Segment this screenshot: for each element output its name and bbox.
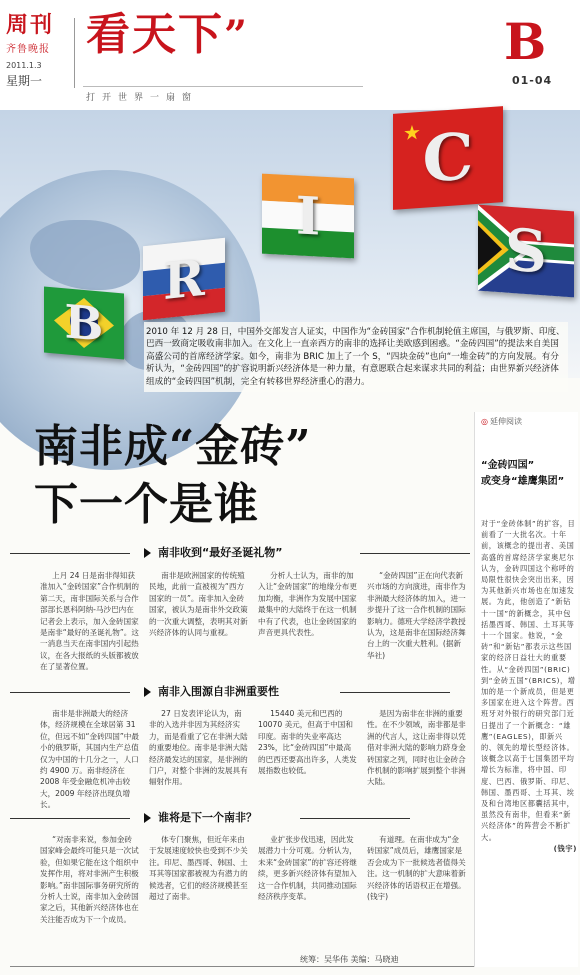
issue-date: 2011.1.3 xyxy=(6,61,42,70)
sidebar-extended-reading xyxy=(474,412,578,967)
column-text: 27 日发表评论认为，南非的入选并非因为其经济实力，而是看重了它在非洲大陆的重要地位。南非是非洲大陆经济最发达的国家，是非洲的门户，对整个非洲的发展具有辐射作用。 xyxy=(149,709,248,787)
page-number: 01-04 xyxy=(512,74,553,87)
triangle-icon xyxy=(144,813,151,823)
intro-paragraph: 2010 年 12 月 28 日，中国外交部发言人证实，中国作为“金砖国家”合作机制轮值主席国，与俄罗斯、印度、巴西一致商定吸收南非加入。在文化上一直亲西方的南非的选择让美欧感到困惑。“金砖四国”的提法来自美国高盛公司的首席经济学家。如今，南非为 BRIC 加上了一个 S，“四块金砖”也向“一堆金砖”的方向发展。有分析认为，“金砖四国”的扩容说明新兴经济体是一种力量，有意愿联合起来谋求共同的利益；由世界新兴经济体组成的“金砖四国”机制，完全有转移世界经济重心的潜力。 xyxy=(144,322,568,392)
subhead-text: 南非收到“最好圣诞礼物” xyxy=(158,546,283,559)
column-text: 有道理。在南非成为“金砖国家”成员后，雄鹰国家是否会成为下一批候选者值得关注。这一机制的扩大意味着新兴经济体的话语权正在增强。(钱宇) xyxy=(367,835,466,902)
sidebar-tag: ◎ 延伸阅读 xyxy=(481,416,522,427)
column-text: 上月 24 日是南非得知获准加入“金砖国家”合作机制的第二天，南非国际关系与合作部部长恩科阿纳-马沙巴内在记者会上表示，加入金砖国家是南非“最好的圣诞礼物”。这一消息当天在南非国内引起热议，在各大报纸的头版都被放在了显著位置。 xyxy=(40,571,139,672)
triangle-icon xyxy=(144,548,151,558)
column-text: 是因为南非在非洲的重要性。在不少领域，南非都是非洲的代言人，这让南非得以凭借对非洲大陆的影响力跻身金砖国家之列，同时也让金砖合作机制的影响扩展到整个非洲大陆。 xyxy=(367,709,466,787)
subhead-rule xyxy=(10,553,130,554)
section-3-columns xyxy=(40,834,466,950)
triangle-icon xyxy=(144,687,151,697)
section-title xyxy=(86,8,249,63)
column-text: “对南非来说，参加金砖国家峰会最终可能只是一次试验，但如果它能在这个组织中发挥作用，将对非洲产生积极影响。”南非国际事务研究所的分析人士说，南非加入金砖国家之后，其他新兴经济体也在关注能否成为下一个成员。 xyxy=(40,835,139,924)
section-1-columns xyxy=(40,570,466,672)
column-text: 体专门聚焦，但近年来由于发展速度较快也受到不少关注。印尼、墨西哥、韩国、土耳其等国家都被视为有潜力的候选者，它们的经济规模甚至超过了南非。 xyxy=(149,835,248,902)
section-letter: B xyxy=(504,12,547,71)
flag-brazil xyxy=(44,287,124,360)
column-text: 南非是非洲最大的经济体，经济规模在全球居第 31 位，但远不如“金砖四国”中最小的俄罗斯，其国内生产总值仅为中国的十几分之一，人口约 4900 万。南非经济在 2008 年受金融危机冲击较大，2009 年经济出现负增长。 xyxy=(40,709,139,810)
column-text: 15440 美元和巴西的 10070 美元，但高于中国和印度。南非的失业率高达 23%，比“金砖四国”中最高的巴西还要高出许多，人类发展指数也较低。 xyxy=(258,709,357,776)
editor-credits: 统筹：吴华伟 美编：马晓迪 xyxy=(300,955,399,964)
flag-russia xyxy=(143,238,225,321)
flag-letter: R xyxy=(163,247,205,311)
sidebar-title xyxy=(481,458,577,490)
subhead-rule xyxy=(340,692,450,693)
column-text: 业扩张步伐迅速，因此发展潜力十分可观。分析认为，未来“金砖国家”的扩容还将继续，更多新兴经济体有望加入这一合作机制，共同推动国际经济秩序变革。 xyxy=(258,835,357,902)
headline-line-2: 下一个是谁 xyxy=(34,479,259,530)
flag-south-africa xyxy=(478,205,574,298)
sidebar-body xyxy=(481,518,577,854)
sidebar-body-text: 对于“金砖体制”的扩容，目前看了一大批名次。十年前，该概念的提出者、美国高盛的首席经济学家奥尼尔认为，金砖四国这个称呼的局限性很快会突出出来，因为其他新兴市场也在加速发展。为此，他创造了“新钻十一国”的新概念，其中包括墨西哥、韩国、土耳其等十一个国家。他说，“金砖”和“新钻”都表示这些国家的经济日益壮大的重要性。从“金砖四国”(BRIC)到“金砖五国”(BRICS)，增加的是一个新成员，但是更多国家在进入这个阵营。西班牙对外银行的研究部门近日提出了一个新概念：“雄鹰”(EAGLES)，即新兴的、领先的增长型经济体。该概念以高于七国集团平均增长为标准，将中国、印度、巴西、俄罗斯、印尼、韩国、墨西哥、土耳其、埃及和台湾地区都囊括其中，虽然没有南非，但看来“新兴经济体”的阵营会不断扩大。 xyxy=(481,519,576,842)
subhead-rule xyxy=(360,553,470,554)
sidebar-title-line-1: “金砖四国” xyxy=(481,460,535,471)
subhead-rule xyxy=(10,692,130,693)
sidebar-byline: (钱宇) xyxy=(553,843,577,853)
headline-line-1: 南非成“金砖” xyxy=(34,421,312,472)
star-icon: ★ xyxy=(403,119,421,146)
section-title-text: 看天下 xyxy=(86,9,224,60)
masthead-divider xyxy=(74,18,75,88)
main-headline xyxy=(34,418,312,534)
sidebar-title-line-2: 或变身“雄鹰集团” xyxy=(481,476,565,487)
flag-letter: S xyxy=(505,215,547,287)
subhead-rule xyxy=(10,818,130,819)
section-2-columns xyxy=(40,708,466,810)
slogan-rule xyxy=(83,86,363,87)
brand-weekly: 周刊 xyxy=(6,12,55,38)
column-text: “金砖四国”正在向代表新兴市场的方向演进，南非作为非洲最大经济体的加入，进一步提升了这一合作机制的国际影响力。德班大学经济学教授认为，这是南非在国际经济舞台上的一次重大胜利。(据新华社) xyxy=(367,571,466,660)
flag-letter: C xyxy=(422,118,474,198)
flag-china xyxy=(393,106,503,210)
flag-letter: B xyxy=(64,294,104,352)
subhead-3 xyxy=(0,810,470,826)
flag-india xyxy=(262,174,354,259)
column-text: 南非是欧洲国家的传统殖民地，此前一直被视为“西方国家的一员”。南非加入金砖国家，被认为是南非外交政策的一次重大调整，表明其对新兴经济体的认同与重视。 xyxy=(149,571,248,638)
column-text: 分析人士认为，南非的加入让“金砖国家”的地缘分布更加均衡，非洲作为发展中国家最集中的大陆终于在这一机制中有了代表，也让金砖国家的声音更具代表性。 xyxy=(258,571,357,638)
brand-block xyxy=(6,14,72,89)
issue-weekday: 星期一 xyxy=(6,74,43,88)
subhead-text: 谁将是下一个南非？ xyxy=(158,811,257,824)
subhead-2 xyxy=(0,684,470,700)
subhead-text: 南非入围源自非洲重要性 xyxy=(158,685,279,698)
masthead xyxy=(0,0,580,115)
section-title-mark: ” xyxy=(224,12,250,59)
subhead-1 xyxy=(0,545,470,561)
flag-letter: I xyxy=(295,184,321,248)
subhead-rule xyxy=(300,818,410,819)
brand-paper-name: 齐鲁晚报 xyxy=(6,44,50,55)
bottom-rule xyxy=(10,966,474,967)
section-slogan: 打开世界一扇窗 xyxy=(86,93,199,103)
